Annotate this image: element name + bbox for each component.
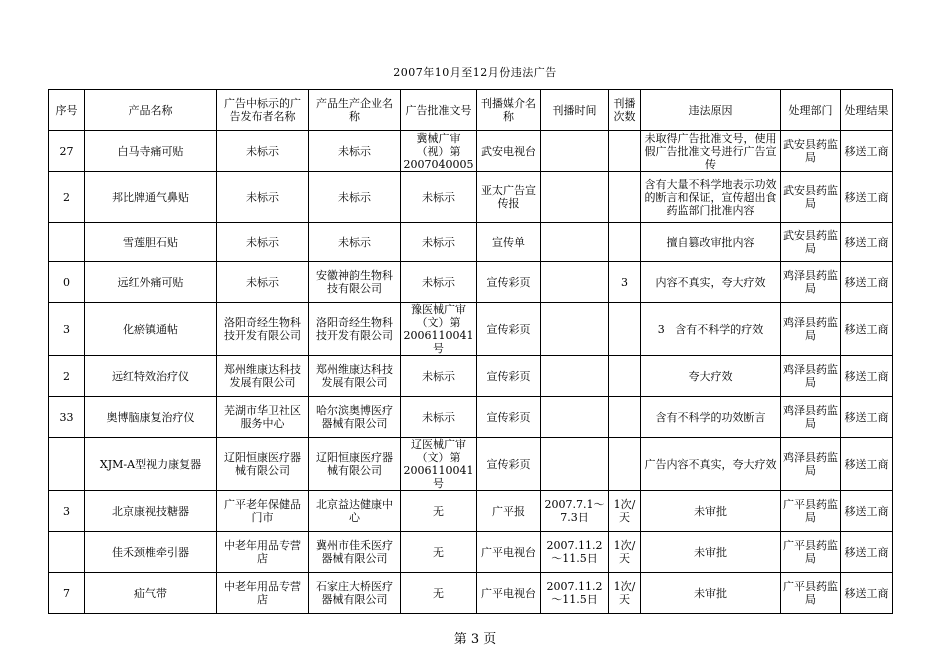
cell-approval: 无 [401, 491, 477, 532]
cell-maker: 北京益达健康中心 [309, 491, 401, 532]
cell-no: 3 [49, 303, 85, 356]
cell-maker: 安徽神韵生物科技有限公司 [309, 262, 401, 303]
table-row [49, 131, 893, 172]
cell-product: 邦比牌通气鼻贴 [85, 172, 217, 223]
cell-media: 宣传彩页 [477, 438, 541, 491]
table-row [49, 438, 893, 491]
cell-reason: 未取得广告批准文号，使用假广告批准文号进行广告宣传 [641, 131, 781, 172]
cell-approval: 无 [401, 573, 477, 614]
cell-no [49, 438, 85, 491]
cell-maker: 洛阳奇经生物科技开发有限公司 [309, 303, 401, 356]
cell-time [541, 438, 609, 491]
header-maker: 产品生产企业名称 [309, 90, 401, 131]
cell-product: 化瘀镇通帖 [85, 303, 217, 356]
page-number: 第 3 页 [453, 632, 497, 647]
cell-media: 广平报 [477, 491, 541, 532]
cell-approval: 未标示 [401, 356, 477, 397]
cell-publisher: 未标示 [217, 172, 309, 223]
cell-time [541, 223, 609, 262]
cell-dept: 武安县药监局 [781, 223, 841, 262]
cell-reason: 含有大量不科学地表示功效的断言和保证，宣传超出食药监部门批准内容 [641, 172, 781, 223]
cell-count [609, 172, 641, 223]
table-row [49, 532, 893, 573]
cell-publisher: 洛阳奇经生物科技开发有限公司 [217, 303, 309, 356]
cell-media: 亚太广告宣传报 [477, 172, 541, 223]
header-product: 产品名称 [85, 90, 217, 131]
cell-maker: 未标示 [309, 223, 401, 262]
cell-time [541, 131, 609, 172]
cell-count [609, 397, 641, 438]
cell-no: 3 [49, 491, 85, 532]
cell-product: 远红外痛可贴 [85, 262, 217, 303]
cell-count: 3 [609, 262, 641, 303]
cell-time [541, 303, 609, 356]
cell-no: 7 [49, 573, 85, 614]
cell-reason: 广告内容不真实，夸大疗效 [641, 438, 781, 491]
cell-publisher: 广平老年保健品门市 [217, 491, 309, 532]
reason-text: 含有不科学的疗效 [675, 322, 764, 336]
header-reason: 违法原因 [641, 90, 781, 131]
cell-dept: 广平县药监局 [781, 573, 841, 614]
cell-maker: 石家庄大桥医疗器械有限公司 [309, 573, 401, 614]
cell-maker: 郑州维康达科技发展有限公司 [309, 356, 401, 397]
table-header-row [49, 90, 893, 131]
cell-result: 移送工商 [841, 491, 893, 532]
cell-count [609, 223, 641, 262]
cell-count [609, 438, 641, 491]
cell-approval: 未标示 [401, 223, 477, 262]
cell-count: 1次/天 [609, 532, 641, 573]
cell-publisher: 未标示 [217, 131, 309, 172]
cell-time: 2007.11.2～11.5日 [541, 573, 609, 614]
cell-product: 疝气带 [85, 573, 217, 614]
cell-count: 1次/天 [609, 491, 641, 532]
cell-product: 奥博脑康复治疗仪 [85, 397, 217, 438]
cell-approval: 冀械广审（视）第2007040005 [401, 131, 477, 172]
cell-no: 2 [49, 172, 85, 223]
cell-media: 宣传彩页 [477, 262, 541, 303]
cell-maker: 未标示 [309, 131, 401, 172]
cell-product: XJM-A型视力康复器 [85, 438, 217, 491]
cell-result: 移送工商 [841, 303, 893, 356]
cell-publisher: 芜湖市华卫社区服务中心 [217, 397, 309, 438]
cell-publisher: 中老年用品专营店 [217, 573, 309, 614]
cell-dept: 武安县药监局 [781, 131, 841, 172]
header-dept: 处理部门 [781, 90, 841, 131]
cell-approval: 未标示 [401, 397, 477, 438]
cell-time [541, 397, 609, 438]
cell-media: 宣传彩页 [477, 397, 541, 438]
violation-ads-table [48, 89, 893, 614]
document-title: 2007年10月至12月份违法广告 [393, 66, 557, 79]
cell-time [541, 172, 609, 223]
cell-no: 2 [49, 356, 85, 397]
cell-result: 移送工商 [841, 223, 893, 262]
header-approval: 广告批准文号 [401, 90, 477, 131]
cell-maker: 冀州市佳禾医疗器械有限公司 [309, 532, 401, 573]
cell-reason: 未审批 [641, 573, 781, 614]
cell-result: 移送工商 [841, 532, 893, 573]
cell-count [609, 356, 641, 397]
cell-media: 广平电视台 [477, 573, 541, 614]
header-publisher: 广告中标示的广告发布者名称 [217, 90, 309, 131]
cell-maker: 未标示 [309, 172, 401, 223]
header-media: 刊播媒介名称 [477, 90, 541, 131]
cell-publisher: 辽阳恒康医疗器械有限公司 [217, 438, 309, 491]
cell-publisher: 未标示 [217, 262, 309, 303]
cell-product: 远红特效治疗仪 [85, 356, 217, 397]
cell-no: 0 [49, 262, 85, 303]
cell-reason: 夸大疗效 [641, 356, 781, 397]
header-no: 序号 [49, 90, 85, 131]
table-row [49, 262, 893, 303]
cell-reason: 未审批 [641, 532, 781, 573]
table-row [49, 223, 893, 262]
cell-result: 移送工商 [841, 262, 893, 303]
cell-approval: 无 [401, 532, 477, 573]
cell-publisher: 郑州维康达科技发展有限公司 [217, 356, 309, 397]
cell-reason: 擅自篡改审批内容 [641, 223, 781, 262]
cell-result: 移送工商 [841, 397, 893, 438]
cell-reason: 含有不科学的功效断言 [641, 397, 781, 438]
cell-count [609, 131, 641, 172]
cell-dept: 鸡泽县药监局 [781, 303, 841, 356]
cell-maker: 辽阳恒康医疗器械有限公司 [309, 438, 401, 491]
cell-reason: 未审批 [641, 491, 781, 532]
cell-result: 移送工商 [841, 356, 893, 397]
header-count: 刊播次数 [609, 90, 641, 131]
cell-count: 1次/天 [609, 573, 641, 614]
table-row [49, 303, 893, 356]
cell-result: 移送工商 [841, 172, 893, 223]
cell-approval: 豫医械广审（文）第2006110041号 [401, 303, 477, 356]
cell-dept: 广平县药监局 [781, 532, 841, 573]
table-row [49, 573, 893, 614]
cell-reason [641, 303, 781, 356]
cell-result: 移送工商 [841, 131, 893, 172]
cell-no [49, 223, 85, 262]
cell-product: 白马寺痛可贴 [85, 131, 217, 172]
cell-count [609, 303, 641, 356]
cell-dept: 鸡泽县药监局 [781, 356, 841, 397]
cell-no [49, 532, 85, 573]
cell-dept: 武安县药监局 [781, 172, 841, 223]
cell-media: 宣传彩页 [477, 303, 541, 356]
cell-dept: 鸡泽县药监局 [781, 438, 841, 491]
table-row [49, 356, 893, 397]
table-row [49, 172, 893, 223]
cell-time: 2007.11.2～11.5日 [541, 532, 609, 573]
cell-media: 宣传单 [477, 223, 541, 262]
cell-product: 雪莲胆石贴 [85, 223, 217, 262]
cell-dept: 鸡泽县药监局 [781, 397, 841, 438]
cell-maker: 哈尔滨奥博医疗器械有限公司 [309, 397, 401, 438]
cell-dept: 广平县药监局 [781, 491, 841, 532]
cell-approval: 未标示 [401, 172, 477, 223]
header-time: 刊播时间 [541, 90, 609, 131]
cell-media: 武安电视台 [477, 131, 541, 172]
cell-no: 33 [49, 397, 85, 438]
cell-approval: 未标示 [401, 262, 477, 303]
cell-product: 北京康视技糖器 [85, 491, 217, 532]
cell-time [541, 262, 609, 303]
cell-publisher: 未标示 [217, 223, 309, 262]
header-result: 处理结果 [841, 90, 893, 131]
cell-publisher: 中老年用品专营店 [217, 532, 309, 573]
cell-time: 2007.7.1～7.3日 [541, 491, 609, 532]
cell-approval: 辽医械广审（文）第2006110041号 [401, 438, 477, 491]
cell-product: 佳禾颈椎牵引器 [85, 532, 217, 573]
cell-time [541, 356, 609, 397]
cell-reason: 内容不真实，夸大疗效 [641, 262, 781, 303]
cell-dept: 鸡泽县药监局 [781, 262, 841, 303]
cell-media: 广平电视台 [477, 532, 541, 573]
reason-prefix: 3 [657, 322, 665, 336]
table-row [49, 397, 893, 438]
cell-media: 宣传彩页 [477, 356, 541, 397]
cell-no: 27 [49, 131, 85, 172]
table-row [49, 491, 893, 532]
cell-result: 移送工商 [841, 438, 893, 491]
cell-result: 移送工商 [841, 573, 893, 614]
